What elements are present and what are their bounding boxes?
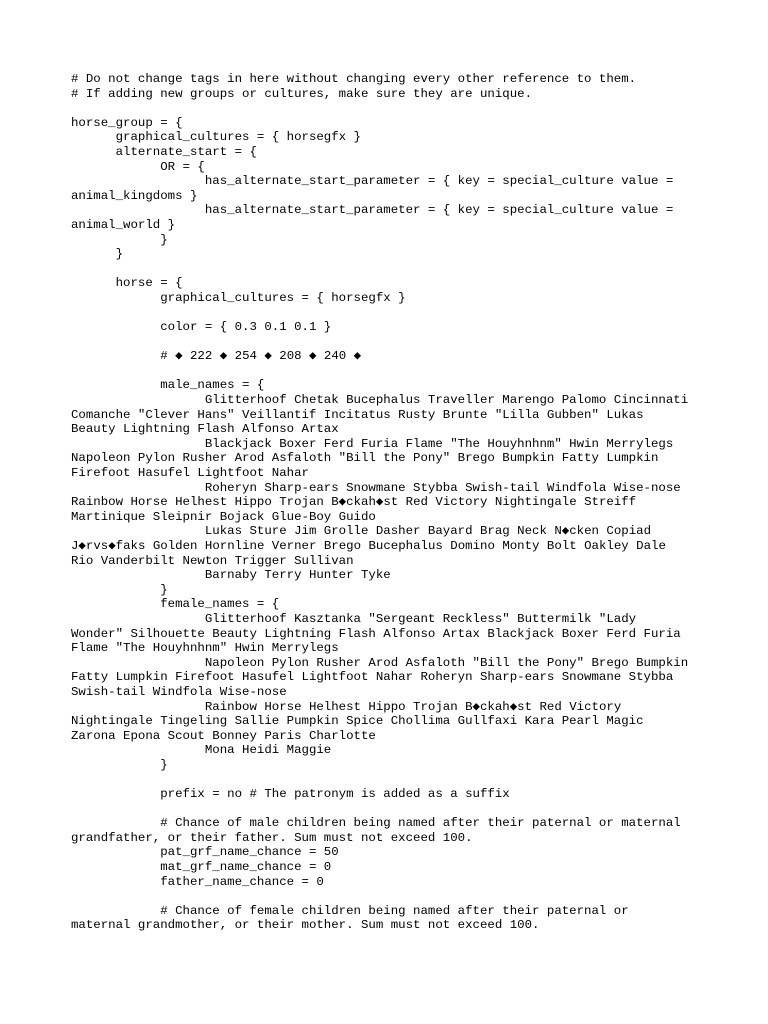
text-line: Napoleon Pylon Rusher Arod Asfaloth "Bill the Pony" Brego Bumpkin Fatty Lumpkin bbox=[71, 451, 659, 466]
text-line: Nightingale Tingeling Sallie Pumpkin Spice Chollima Gullfaxi Kara Pearl Magic bbox=[71, 714, 644, 729]
text-line: maternal grandmother, or their mother. Sum must not exceed 100. bbox=[71, 918, 540, 933]
text-line: Rainbow Horse Helhest Hippo Trojan B◆ckah◆st Red Victory Nightingale Streiff bbox=[71, 495, 637, 510]
text-line: } bbox=[71, 232, 168, 247]
blank-line bbox=[71, 262, 701, 277]
text-line: Mona Heidi Maggie bbox=[71, 743, 332, 758]
text-line: horse_group = { bbox=[71, 115, 183, 130]
text-line: Blackjack Boxer Ferd Furia Flame "The Houyhnhnm" Hwin Merrylegs bbox=[71, 436, 674, 451]
text-line: } bbox=[71, 247, 124, 262]
text-line: pat_grf_name_chance = 50 bbox=[71, 845, 339, 860]
blank-line bbox=[71, 773, 701, 788]
text-line: animal_world } bbox=[71, 217, 176, 232]
text-line: Glitterhoof Chetak Bucephalus Traveller Marengo Palomo Cincinnati bbox=[71, 393, 689, 408]
text-line: father_name_chance = 0 bbox=[71, 874, 324, 889]
blank-line bbox=[71, 306, 701, 321]
text-line: Napoleon Pylon Rusher Arod Asfaloth "Bill the Pony" Brego Bumpkin bbox=[71, 655, 689, 670]
text-line: Barnaby Terry Hunter Tyke bbox=[71, 568, 391, 583]
text-line: male_names = { bbox=[71, 378, 265, 393]
text-line: # Chance of female children being named after their paternal or bbox=[71, 903, 629, 918]
text-line: graphical_cultures = { horsegfx } bbox=[71, 290, 406, 305]
text-line: Zarona Epona Scout Bonney Paris Charlotte bbox=[71, 728, 376, 743]
document-text bbox=[71, 72, 701, 933]
text-line: Flame "The Houyhnhnm" Hwin Merrylegs bbox=[71, 641, 339, 656]
blank-line bbox=[71, 101, 701, 116]
text-line: mat_grf_name_chance = 0 bbox=[71, 860, 332, 875]
text-line: # Do not change tags in here without changing every other reference to them. bbox=[71, 72, 637, 86]
text-line: J◆rvs◆faks Golden Hornline Verner Brego Bucephalus Domino Monty Bolt Oakley Dale bbox=[71, 539, 666, 553]
text-line: Comanche "Clever Hans" Veillantif Incitatus Rusty Brunte "Lilla Gubben" Lukas bbox=[71, 407, 644, 422]
blank-line bbox=[71, 889, 701, 904]
text-line: horse = { bbox=[71, 276, 183, 291]
text-line: Swish-tail Windfola Wise-nose bbox=[71, 684, 287, 699]
blank-line bbox=[71, 335, 701, 350]
text-line: OR = { bbox=[71, 159, 205, 174]
text-line: # Chance of male children being named after their paternal or maternal bbox=[71, 816, 681, 831]
text-line: animal_kingdoms } bbox=[71, 188, 198, 203]
text-line: has_alternate_start_parameter = { key = special_culture value = bbox=[71, 203, 674, 218]
text-line: alternate_start = { bbox=[71, 144, 257, 159]
blank-line bbox=[71, 802, 701, 817]
document-page bbox=[71, 72, 701, 933]
text-line: Roheryn Sharp-ears Snowmane Stybba Swish-tail Windfola Wise-nose bbox=[71, 480, 681, 495]
text-line: Lukas Sture Jim Grolle Dasher Bayard Brag Neck N◆cken Copiad bbox=[71, 524, 652, 539]
text-line: } bbox=[71, 582, 168, 597]
text-line: graphical_cultures = { horsegfx } bbox=[71, 130, 361, 145]
text-line: # ◆ 222 ◆ 254 ◆ 208 ◆ 240 ◆ bbox=[71, 349, 362, 364]
text-line: Martinique Sleipnir Bojack Glue-Boy Guido bbox=[71, 509, 376, 524]
blank-line bbox=[71, 364, 701, 379]
text-line: Rio Vanderbilt Newton Trigger Sullivan bbox=[71, 553, 354, 568]
text-line: Fatty Lumpkin Firefoot Hasufel Lightfoot Nahar Roheryn Sharp-ears Snowmane Stybba bbox=[71, 670, 674, 685]
text-line: female_names = { bbox=[71, 597, 280, 612]
text-line: Wonder" Silhouette Beauty Lightning Flash Alfonso Artax Blackjack Boxer Ferd Furia bbox=[71, 626, 681, 641]
text-line: Rainbow Horse Helhest Hippo Trojan B◆ckah◆st Red Victory bbox=[71, 699, 622, 714]
text-line: color = { 0.3 0.1 0.1 } bbox=[71, 320, 332, 335]
text-line: has_alternate_start_parameter = { key = special_culture value = bbox=[71, 174, 674, 189]
text-line: prefix = no # The patronym is added as a suffix bbox=[71, 787, 510, 802]
text-line: Glitterhoof Kasztanka "Sergeant Reckless" Buttermilk "Lady bbox=[71, 611, 637, 626]
text-line: } bbox=[71, 757, 168, 772]
text-line: Firefoot Hasufel Lightfoot Nahar bbox=[71, 466, 309, 481]
text-line: grandfather, or their father. Sum must not exceed 100. bbox=[71, 830, 473, 845]
text-line: Beauty Lightning Flash Alfonso Artax bbox=[71, 422, 339, 437]
text-line: # If adding new groups or cultures, make sure they are unique. bbox=[71, 86, 533, 101]
